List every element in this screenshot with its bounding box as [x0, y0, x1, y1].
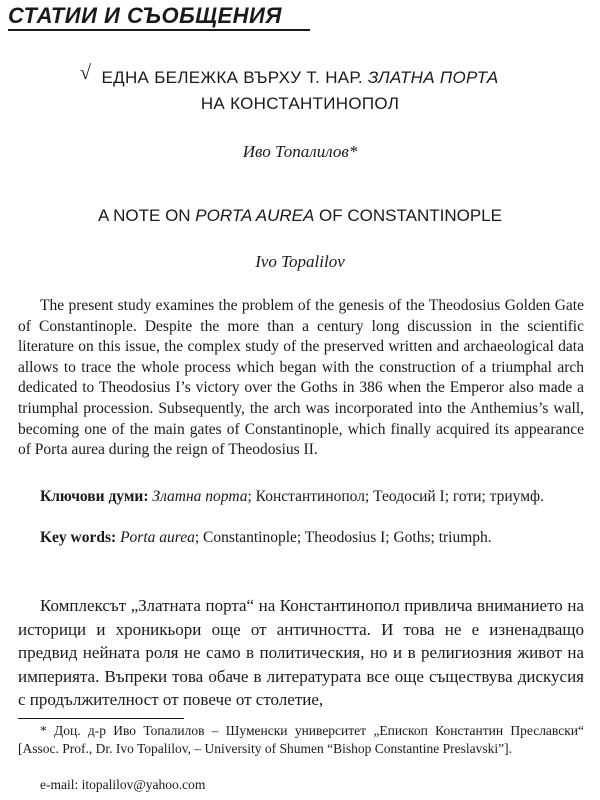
keywords-en — [18, 528, 584, 549]
keywords-en-italic: Porta aurea — [120, 529, 195, 546]
title-bg-line1 — [0, 66, 600, 90]
keywords-bg-label: Ключови думи: — [40, 488, 149, 505]
section-heading: СТАТИИ И СЪОБЩЕНИЯ — [8, 4, 310, 31]
keywords-en-rest: ; Constantinople; Theodosius I; Goths; triumph. — [194, 529, 492, 546]
title-en-prefix: A NOTE ON — [98, 206, 196, 225]
keywords-bg — [18, 487, 584, 508]
body-paragraph — [18, 594, 584, 712]
abstract-text: The present study examines the problem of the genesis of the Theodosius Golden Gate of Constantinople. Despite the more than a century long discussion in the scientific literature on this issue, the complex study of the preserved written and archaeological data allows to trace the whole process which began with the construction of a triumphal arch dedicated to Theodosius I’s victory over the Goths in 386 when the Emperor also made a triumphal procession. Subsequently, the arch was incorporated into the Anthemius’s wall, becoming one of the main gates of Constantinople, which finally acquired its appearance of Porta aurea during the reign of Theodosius II. — [18, 297, 584, 459]
footnote — [18, 722, 584, 758]
body-text: Комплексът „Златната порта“ на Константинопол привлича вниманието на историци и хроникьори още от античността. И това не е изненадващо предвид нейната роля не само в политическия, но и в религиозния живот на империята. Въпреки това обаче в литературата все още съществува дискусия с продължителност от повече от столетие, — [18, 596, 584, 709]
footnote-text: * Доц. д-р Иво Топалилов – Шуменски университет „Епископ Константин Преславски“ [Assoc. Prof., Dr. Ivo Topalilov, – University of Shumen “Bishop Constantine Preslavski”]. — [18, 723, 584, 756]
abstract-paragraph — [18, 296, 584, 461]
tick-mark: √ — [80, 62, 91, 84]
author-bg: Иво Топалилов* — [242, 142, 358, 161]
footnote-rule — [18, 718, 184, 719]
keywords-bg-rest: ; Константинопол; Теодосий I; готи; триумф. — [247, 488, 544, 505]
author-email[interactable]: e-mail: itopalilov@yahoo.com — [40, 777, 206, 792]
title-bg-line2: НА КОНСТАНТИНОПОЛ — [200, 94, 400, 113]
keywords-bg-italic: Златна порта — [152, 488, 248, 505]
title-en-suffix: OF CONSTANTINOPLE — [314, 206, 502, 225]
title-en — [0, 206, 600, 226]
author-en: Ivo Topalilov — [255, 252, 345, 271]
title-bg-prefix: ЕДНА БЕЛЕЖКА ВЪРХУ Т. НАР. — [101, 68, 368, 87]
keywords-en-label: Key words: — [40, 529, 117, 546]
title-en-italic: PORTA AUREA — [195, 206, 315, 225]
title-bg-italic: ЗЛАТНА ПОРТА — [367, 68, 499, 87]
